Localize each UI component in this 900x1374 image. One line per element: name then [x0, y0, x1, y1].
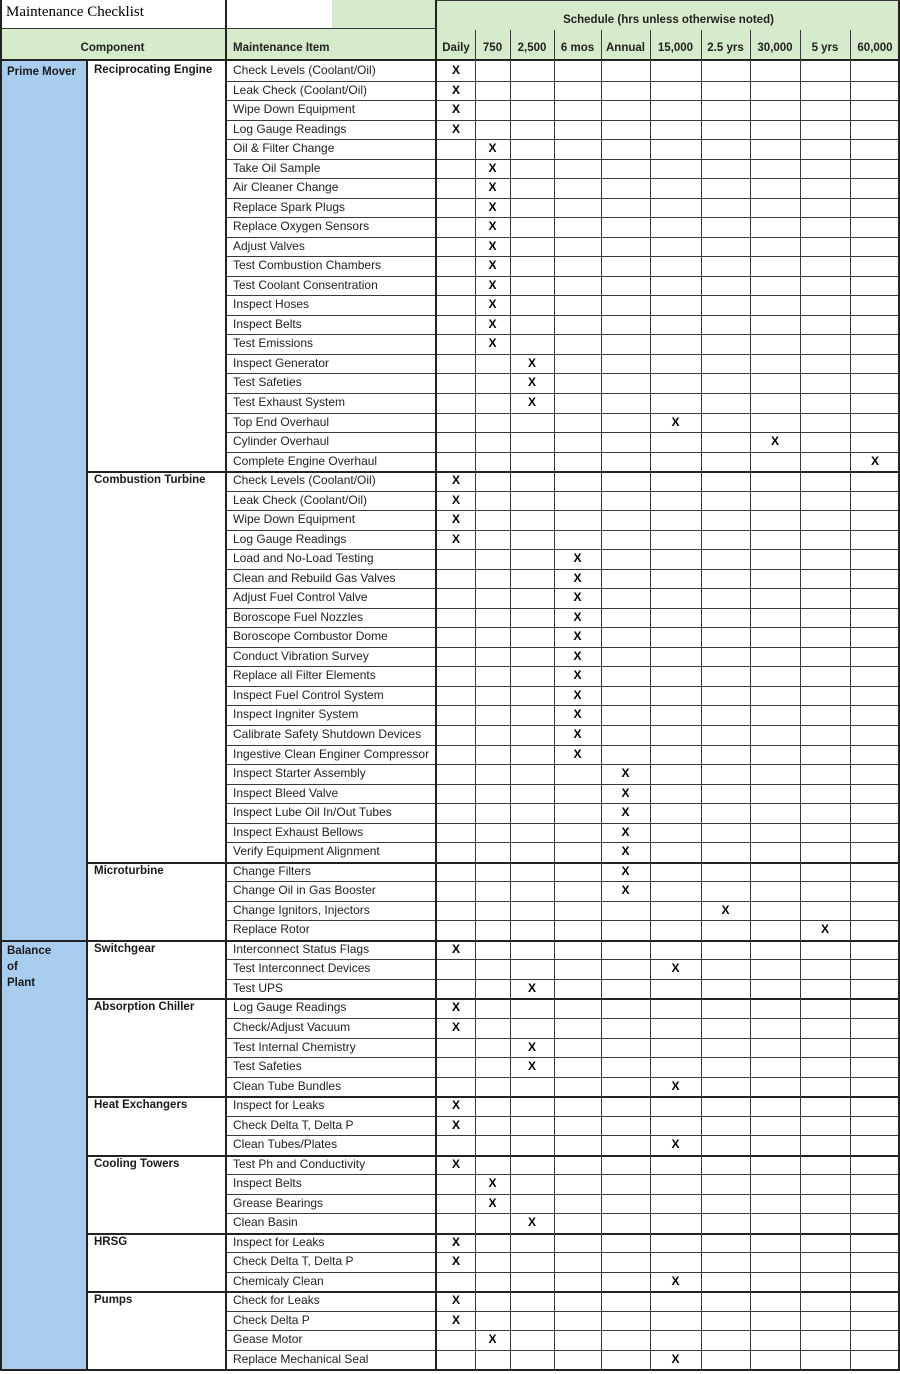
component-label: Reciprocating Engine: [94, 64, 213, 76]
schedule-mark: X: [488, 1332, 497, 1347]
category-label: Prime Mover: [7, 66, 77, 78]
maintenance-item: Leak Check (Coolant/Oil): [233, 82, 368, 97]
maintenance-item: Cylinder Overhaul: [233, 434, 330, 449]
grid-vline: [0, 0, 2, 1370]
maintenance-item: Check for Leaks: [233, 1293, 320, 1308]
schedule-mark: X: [527, 375, 536, 390]
maintenance-item: Test Emissions: [233, 336, 314, 351]
maintenance-item: Test Exhaust System: [233, 395, 346, 409]
schedule-mark: X: [488, 180, 497, 195]
schedule-mark: X: [621, 844, 630, 859]
schedule-mark: X: [573, 668, 582, 683]
schedule-mark: X: [621, 785, 630, 800]
schedule-mark: X: [488, 238, 497, 253]
schedule-header: Schedule (hrs unless otherwise noted): [563, 14, 774, 26]
schedule-mark: X: [671, 1137, 680, 1152]
maintenance-item: Inspect Ingniter System: [233, 707, 359, 722]
maintenance-item: Test Ph and Conductivity: [233, 1156, 366, 1171]
maintenance-item: Chemicaly Clean: [233, 1273, 324, 1288]
schedule-column-6: 2.5 yrs: [707, 42, 744, 54]
grid-hline: [88, 862, 900, 864]
grid-vline: [601, 30, 602, 1370]
schedule-mark: X: [451, 1156, 460, 1171]
maintenance-item: Test UPS: [233, 980, 284, 995]
maintenance-item: Test Interconnect Devices: [233, 961, 371, 976]
schedule-mark: X: [451, 82, 460, 97]
maintenance-item: Inspect for Leaks: [233, 1098, 325, 1113]
schedule-mark: X: [573, 746, 582, 761]
maintenance-item: Test Coolant Consentration: [233, 277, 378, 292]
grid-hline: [0, 28, 437, 29]
category-band: [0, 61, 86, 940]
maintenance-item: Wipe Down Equipment: [233, 512, 356, 527]
grid-hline: [88, 998, 900, 1000]
maintenance-item: Replace Oxygen Sensors: [233, 219, 370, 234]
schedule-mark: X: [488, 199, 497, 214]
grid-hline: [88, 1096, 900, 1098]
schedule-mark: X: [671, 961, 680, 976]
schedule-mark: X: [488, 1195, 497, 1210]
component-column-header: Component: [80, 42, 145, 54]
maintenance-item: Change Oil in Gas Booster: [233, 883, 376, 898]
schedule-mark: X: [488, 141, 497, 156]
grid-vline: [475, 30, 476, 1370]
maintenance-item: Test Safeties: [233, 1059, 302, 1074]
schedule-mark: X: [488, 219, 497, 234]
maintenance-item: Replace Rotor: [233, 922, 310, 937]
schedule-mark: X: [451, 1312, 460, 1327]
maintenance-item: Grease Bearings: [233, 1195, 324, 1210]
schedule-column-9: 60,000: [857, 42, 893, 54]
maintenance-item: Replace all Filter Elements: [233, 668, 376, 683]
schedule-mark: X: [573, 551, 582, 566]
maintenance-item: Replace Spark Plugs: [233, 199, 346, 214]
schedule-mark: X: [451, 512, 460, 527]
grid-vline: [850, 30, 851, 1370]
maintenance-item: Inspect Bleed Valve: [233, 785, 339, 800]
maintenance-item: Inspect for Leaks: [233, 1234, 325, 1249]
maintenance-item: Oil & Filter Change: [233, 141, 335, 156]
schedule-mark: X: [451, 63, 460, 77]
category-label: [7, 943, 85, 991]
grid-hline: [88, 1233, 900, 1235]
grid-vline: [800, 30, 801, 1370]
grid-hline: [0, 940, 900, 942]
schedule-mark: X: [820, 922, 829, 937]
schedule-mark: X: [621, 766, 630, 781]
schedule-mark: X: [488, 297, 497, 312]
grid-vline: [554, 30, 555, 1370]
schedule-mark: X: [621, 805, 630, 820]
maintenance-item: Check/Adjust Vacuum: [233, 1019, 351, 1034]
grid-vline: [750, 30, 751, 1370]
maintenance-item: Check Levels (Coolant/Oil): [233, 63, 376, 77]
schedule-mark: X: [527, 1215, 536, 1230]
schedule-mark: X: [527, 980, 536, 995]
maintenance-item: Load and No-Load Testing: [233, 551, 374, 566]
maintenance-item: Log Gauge Readings: [233, 531, 347, 546]
maintenance-item: Clean Basin: [233, 1215, 298, 1230]
maintenance-item: Inspect Lube Oil In/Out Tubes: [233, 805, 392, 820]
schedule-column-4: Annual: [606, 42, 645, 54]
grid-vline: [86, 59, 88, 1370]
maintenance-item: Test Combustion Chambers: [233, 258, 382, 273]
schedule-column-2: 2,500: [517, 42, 547, 54]
schedule-mark: X: [573, 727, 582, 742]
schedule-mark: X: [621, 863, 630, 878]
schedule-mark: X: [573, 629, 582, 644]
maintenance-item: Clean and Rebuild Gas Valves: [233, 570, 396, 585]
grid-hline: [0, 59, 900, 61]
maintenance-item: Ingestive Clean Enginer Compressor: [233, 746, 430, 761]
maintenance-item: Complete Engine Overhaul: [233, 453, 378, 468]
maintenance-item: Log Gauge Readings: [233, 1000, 347, 1015]
maintenance-item: Top End Overhaul: [233, 414, 330, 429]
schedule-mark: X: [573, 687, 582, 702]
schedule-mark: X: [870, 453, 879, 468]
component-label: Heat Exchangers: [94, 1099, 188, 1112]
schedule-mark: X: [488, 160, 497, 175]
schedule-mark: X: [451, 531, 460, 546]
schedule-mark: X: [488, 277, 497, 292]
component-label: Combustion Turbine: [94, 474, 206, 487]
schedule-mark: X: [621, 883, 630, 898]
schedule-mark: X: [527, 395, 536, 409]
schedule-mark: X: [573, 570, 582, 585]
grid-vline: [650, 30, 651, 1370]
component-label: HRSG: [94, 1235, 128, 1248]
grid-hline: [88, 471, 900, 473]
grid-hline: [437, 0, 900, 1]
grid-vline: [510, 30, 511, 1370]
schedule-column-3: 6 mos: [560, 42, 595, 54]
schedule-mark: X: [451, 941, 460, 956]
schedule-mark: X: [451, 1293, 460, 1308]
grid-vline: [225, 0, 227, 1370]
maintenance-item: Clean Tube Bundles: [233, 1078, 342, 1093]
category-label-line: Plant: [7, 976, 36, 989]
maintenance-item: Check Levels (Coolant/Oil): [233, 473, 376, 488]
component-label: Pumps: [94, 1294, 133, 1307]
grid-hline: [88, 1155, 900, 1157]
schedule-mark: X: [573, 707, 582, 722]
schedule-mark: X: [451, 1234, 460, 1249]
schedule-mark: X: [451, 102, 460, 117]
schedule-mark: X: [451, 1000, 460, 1015]
schedule-mark: X: [451, 1019, 460, 1034]
schedule-column-8: 5 yrs: [811, 42, 839, 54]
maintenance-item: Take Oil Sample: [233, 160, 321, 175]
maintenance-item: Wipe Down Equipment: [233, 102, 356, 117]
schedule-mark: X: [488, 1176, 497, 1191]
maintenance-item: Test Internal Chemistry: [233, 1039, 356, 1054]
schedule-mark: X: [573, 648, 582, 663]
maintenance-item: Conduct Vibration Survey: [233, 648, 369, 663]
grid-hline: [0, 1369, 900, 1371]
maintenance-item: Replace Mechanical Seal: [233, 1351, 369, 1366]
maintenance-item: Boroscope Combustor Dome: [233, 629, 388, 644]
maintenance-item: Inspect Hoses: [233, 297, 310, 312]
schedule-mark: X: [671, 1078, 680, 1093]
schedule-mark: X: [488, 316, 497, 331]
grid-hline: [88, 1291, 900, 1293]
maintenance-item: Inspect Exhaust Bellows: [233, 824, 364, 839]
category-label-line: Balance: [7, 944, 52, 957]
category-band: [0, 940, 86, 1370]
maintenance-item: Log Gauge Readings: [233, 121, 347, 136]
maintenance-item: Test Safeties: [233, 375, 302, 390]
maintenance-item-column-header: Maintenance Item: [233, 42, 330, 54]
component-label: Cooling Towers: [94, 1157, 180, 1170]
schedule-column-5: 15,000: [657, 42, 694, 54]
maintenance-item: Check Delta T, Delta P: [233, 1117, 354, 1132]
schedule-mark: X: [451, 492, 460, 507]
maintenance-item: Inspect Belts: [233, 316, 302, 331]
maintenance-item: Inspect Belts: [233, 1176, 302, 1191]
category-label-line: of: [7, 960, 18, 973]
maintenance-item: Interconnect Status Flags: [233, 941, 370, 956]
page-title: Maintenance Checklist: [0, 0, 332, 28]
maintenance-item: Inspect Generator: [233, 355, 330, 370]
maintenance-item: Check Delta T, Delta P: [233, 1254, 354, 1269]
schedule-mark: X: [451, 1098, 460, 1113]
schedule-mark: X: [671, 414, 680, 429]
grid-vline: [435, 0, 437, 1370]
schedule-mark: X: [621, 824, 630, 839]
schedule-mark: X: [451, 1254, 460, 1269]
grid-vline: [701, 30, 702, 1370]
schedule-column-1: 750: [482, 42, 503, 54]
maintenance-item: Adjust Valves: [233, 238, 305, 253]
schedule-mark: X: [527, 355, 536, 370]
maintenance-item: Clean Tubes/Plates: [233, 1137, 338, 1152]
maintenance-item: Boroscope Fuel Nozzles: [233, 609, 364, 624]
maintenance-item: Adjust Fuel Control Valve: [233, 590, 368, 605]
schedule-mark: X: [451, 1117, 460, 1132]
schedule-mark: X: [488, 258, 497, 273]
maintenance-item: Verify Equipment Alignment: [233, 844, 380, 859]
maintenance-item: Leak Check (Coolant/Oil): [233, 492, 368, 507]
maintenance-item: Check Delta P: [233, 1312, 310, 1327]
schedule-mark: X: [770, 434, 779, 449]
schedule-mark: X: [671, 1351, 680, 1366]
schedule-mark: X: [527, 1039, 536, 1054]
maintenance-item: Air Cleaner Change: [233, 180, 339, 195]
component-label: Switchgear: [94, 942, 156, 955]
schedule-mark: X: [721, 902, 730, 917]
schedule-mark: X: [527, 1059, 536, 1074]
schedule-mark: X: [451, 121, 460, 136]
component-label: Microturbine: [94, 864, 164, 877]
schedule-column-7: 30,000: [757, 42, 793, 54]
maintenance-item: Change Filters: [233, 863, 312, 878]
maintenance-item: Inspect Starter Assembly: [233, 766, 366, 781]
schedule-mark: X: [451, 473, 460, 488]
schedule-mark: X: [671, 1273, 680, 1288]
maintenance-item: Inspect Fuel Control System: [233, 687, 384, 702]
maintenance-item: Change Ignitors, Injectors: [233, 902, 370, 917]
schedule-column-0: Daily: [442, 42, 470, 54]
schedule-mark: X: [488, 336, 497, 351]
maintenance-item: Gease Motor: [233, 1332, 303, 1347]
maintenance-item: Calibrate Safety Shutdown Devices: [233, 727, 422, 742]
schedule-mark: X: [573, 590, 582, 605]
schedule-mark: X: [573, 609, 582, 624]
component-label: Absorption Chiller: [94, 1001, 195, 1014]
